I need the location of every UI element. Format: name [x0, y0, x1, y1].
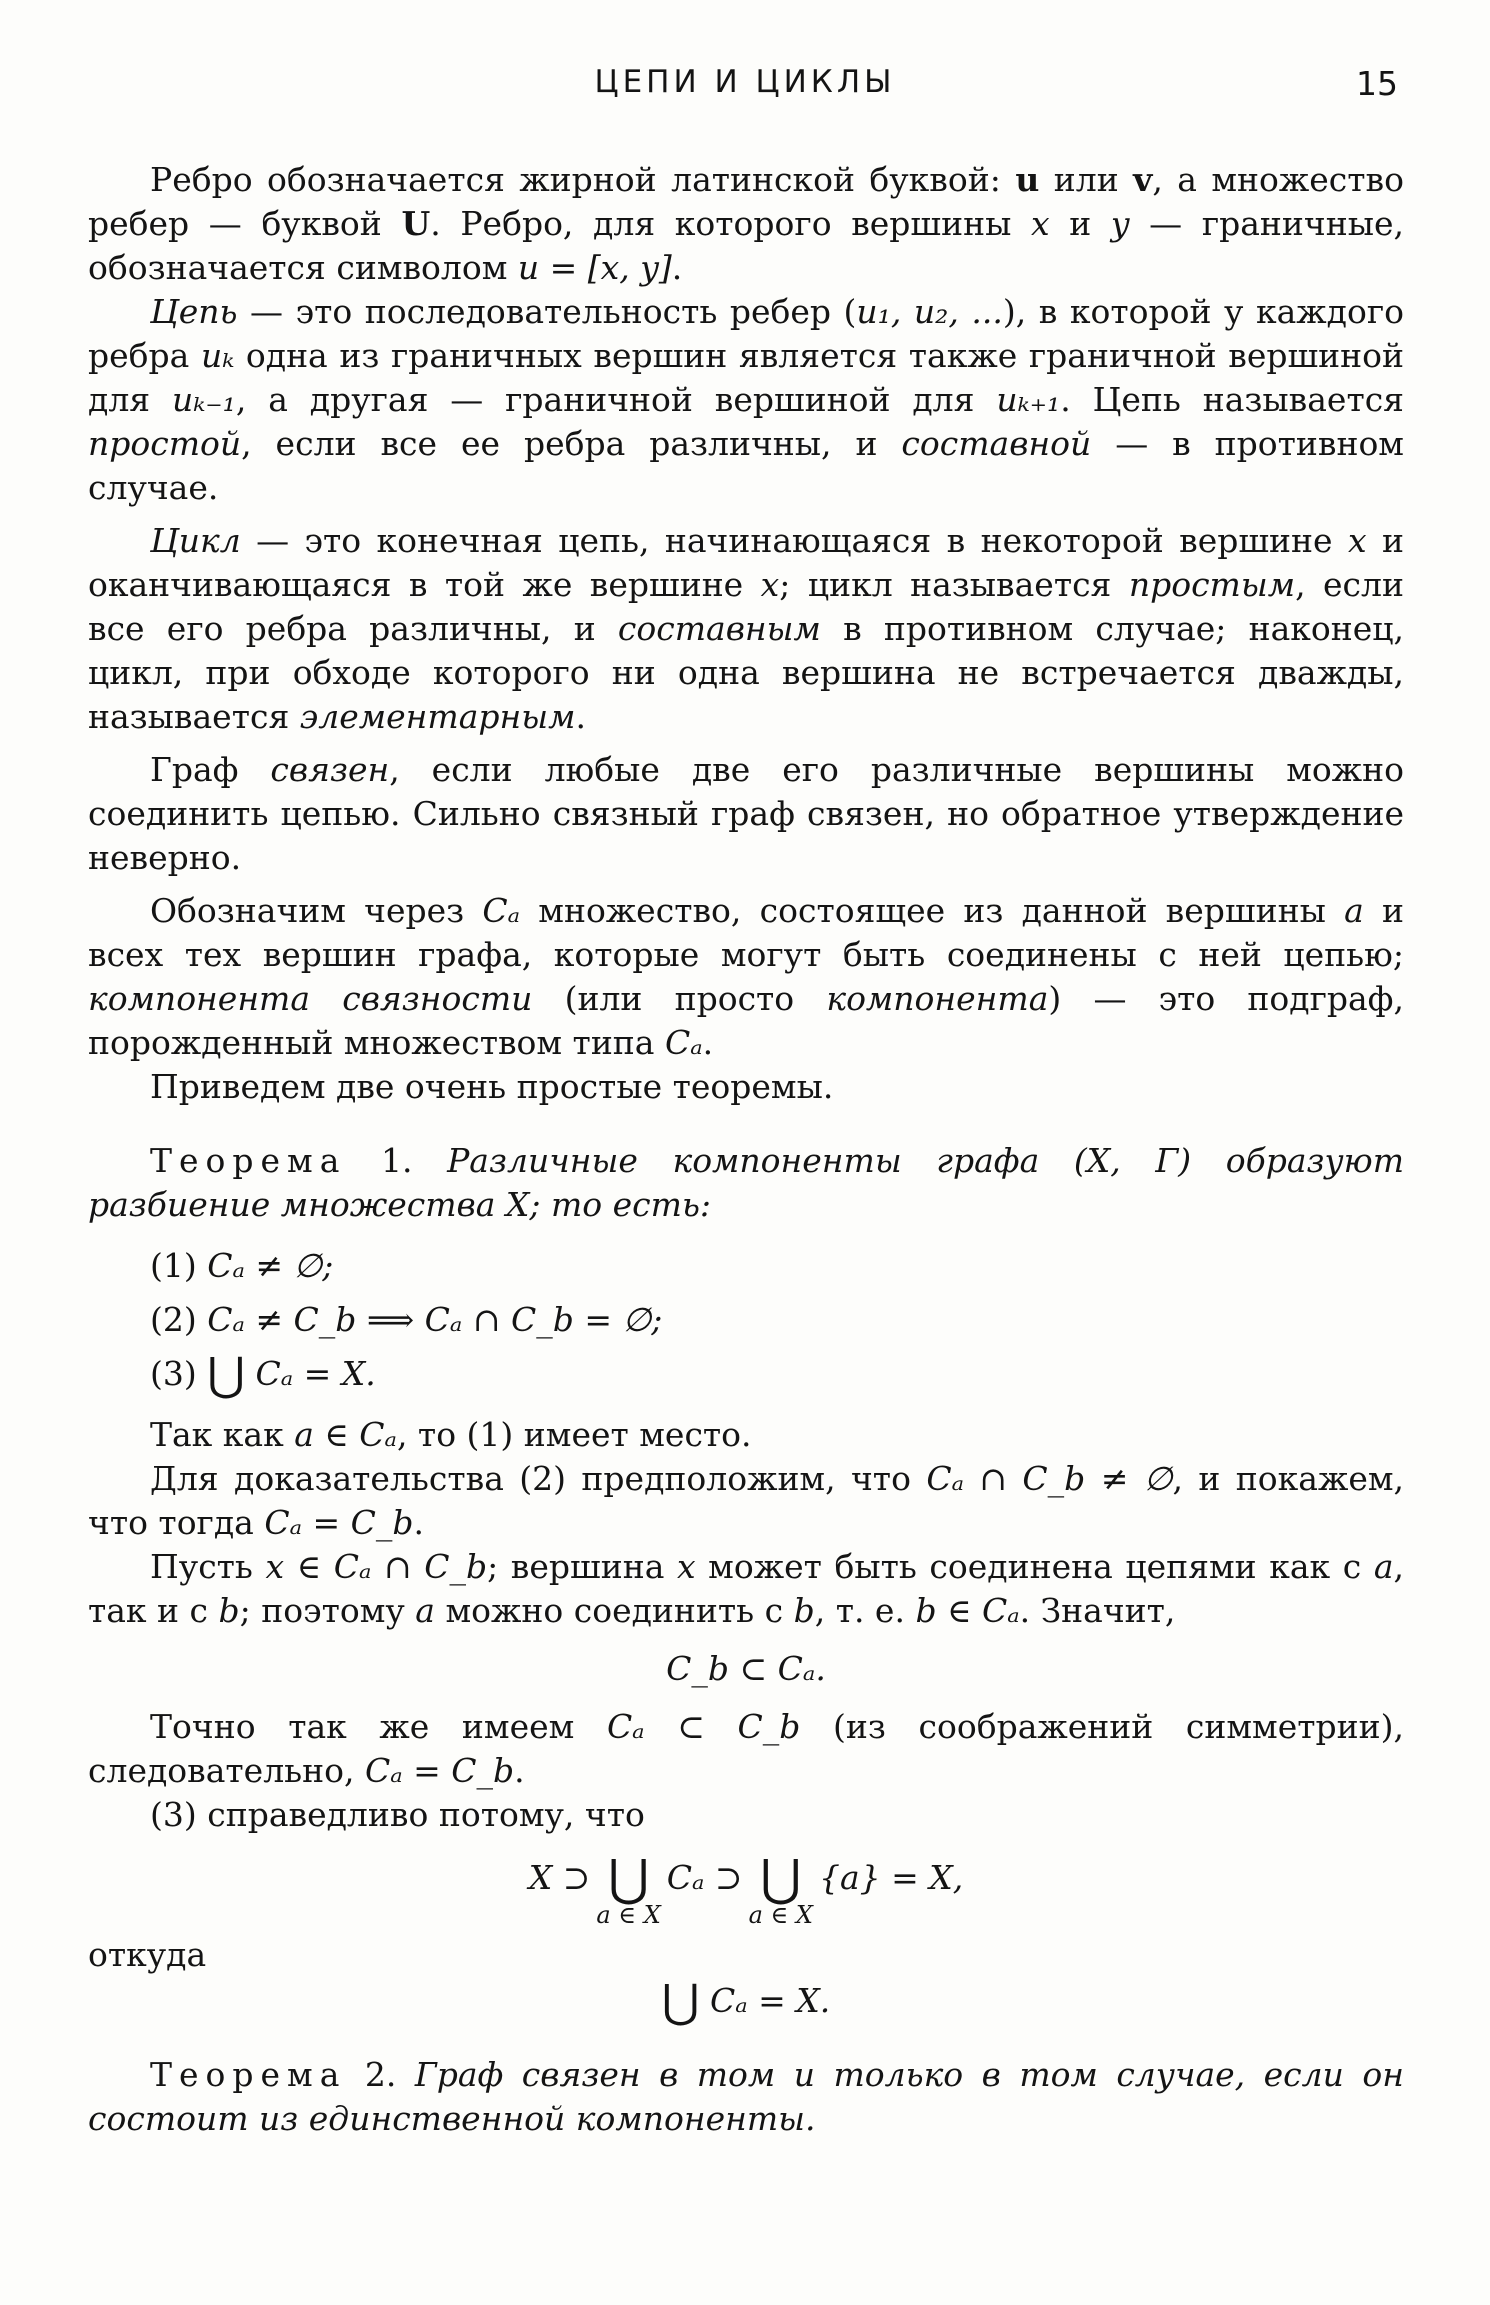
paragraph-proof-1: Так как a ∈ Cₐ, то (1) имеет место.: [150, 1415, 752, 1454]
equation-subset: C_b ⊂ Cₐ.: [666, 1649, 826, 1688]
term: составной: [901, 424, 1092, 463]
term: компонента: [826, 979, 1049, 1018]
term: элементарным: [299, 697, 576, 736]
equation-union-chain: X ⊃ ⋃ a ∈ X Cₐ ⊃ ⋃ a ∈ X {a} = X,: [528, 1849, 964, 1929]
condition-1: (1) Cₐ ≠ ∅;: [150, 1246, 334, 1285]
paragraph-intro-theorems: Приведем две очень простые теоремы.: [150, 1067, 834, 1106]
union-operator: ⋃ a ∈ X: [596, 1849, 661, 1929]
paragraph-chain-definition: Цепь — это последовательность ребер (u₁, u₂, ...), в которой у каждого ребра uₖ одна из граничных вершин является также граничной вершиной для uₖ₋₁, а другая — граничной вершиной для uₖ₊₁. Цепь называется простой, если все ее ребра различны, и составной — в противном случае.: [88, 292, 1405, 507]
condition-2: (2) Cₐ ≠ C_b ⟹ Cₐ ∩ C_b = ∅;: [150, 1300, 663, 1339]
word-whence: откуда: [88, 1935, 207, 1974]
paragraph-connected-definition: Граф связен, если любые две его различные вершины можно соединить цепью. Сильно связный граф связен, но обратное утверждение неверно.: [88, 750, 1405, 877]
page-number: 15: [1356, 64, 1398, 103]
condition-3: (3) ⋃ Cₐ = X.: [150, 1347, 376, 1401]
union-symbol: ⋃: [207, 1347, 245, 1401]
paragraph-proof-3-intro: (3) справедливо потому, что: [150, 1795, 645, 1834]
paragraph-edge-definition: Ребро обозначается жирной латинской буквой: u или v, а множество ребер — буквой U. Ребро, для которого вершины x и y — граничные, обозначается символом u = [x, y].: [88, 160, 1404, 287]
paragraph-component-definition: Обозначим через Cₐ множество, состоящее из данной вершины a и всех тех вершин графа, которые могут быть соединены с ней цепью; компонента связности (или просто компонента) — это подграф, порожденный множеством типа Cₐ.: [88, 891, 1405, 1062]
term: связен: [270, 750, 390, 789]
page-body: [88, 158, 1404, 2141]
paragraph-symmetry: Точно так же имеем Cₐ ⊂ C_b (из соображений симметрии), следовательно, Cₐ = C_b.: [88, 1707, 1404, 1790]
running-head: ЦЕПИ И ЦИКЛЫ: [594, 64, 896, 100]
theorem-1: Теорема 1. Различные компоненты графа (X, Γ) образуют разбиение множества X; то есть:: [88, 1141, 1404, 1224]
term: компонента связности: [88, 979, 533, 1018]
term: Цепь: [150, 292, 238, 331]
theorem-label: Теорема: [150, 2055, 347, 2094]
union-symbol: ⋃: [661, 1974, 700, 2028]
paragraph-cycle-definition: Цикл — это конечная цепь, начинающаяся в некоторой вершине x и оканчивающаяся в той же вершине x; цикл называется простым, если все его ребра различны, и составным в противном случае; наконец, цикл, при обходе которого ни одна вершина не встречается дважды, называется элементарным.: [88, 521, 1405, 736]
paragraph-proof-2: Для доказательства (2) предположим, что Cₐ ∩ C_b ≠ ∅, и покажем, что тогда Cₐ = C_b.: [88, 1459, 1405, 1542]
term: простой: [88, 424, 242, 463]
theorem-1-conditions: [150, 1239, 1404, 1401]
theorem-label: Теорема: [150, 1141, 347, 1180]
union-operator: ⋃ a ∈ X: [748, 1849, 813, 1929]
equation-union-result: ⋃ Cₐ = X.: [661, 1974, 831, 2028]
term: составным: [617, 609, 821, 648]
theorem-2: Теорема 2. Граф связен в том и только в том случае, если он состоит из единственной компоненты.: [88, 2055, 1404, 2138]
paragraph-proof-3: Пусть x ∈ Cₐ ∩ C_b; вершина x может быть соединена цепями как с a, так и с b; поэтому a можно соединить с b, т. е. b ∈ Cₐ. Значит,: [88, 1547, 1404, 1630]
term: Цикл: [150, 521, 241, 560]
term: простым: [1128, 565, 1296, 604]
formula: u = [x, y]: [517, 248, 672, 287]
